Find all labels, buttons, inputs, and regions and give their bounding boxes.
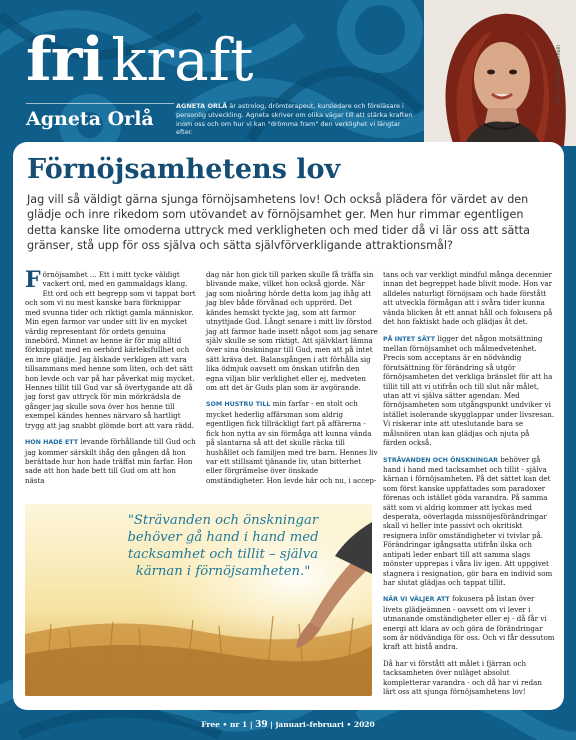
run-in-heading: HON HADE ETT (25, 439, 78, 447)
portrait-illustration (424, 0, 576, 146)
article-card (13, 142, 564, 710)
brand-bold-word: fri (26, 25, 104, 95)
brand-light-word: kraft (111, 26, 254, 94)
page-footer: Free • nr 1 | 39 | januari–februari • 2020 (201, 720, 375, 730)
pull-quote: "Strävanden och önskningar behöver gå hand i hand med tacksamhet och tillit – själva kärnan i förnöjsamheten." (127, 513, 319, 580)
paragraph-text: min farfar - en stolt och mycket hederlig affärsman som aldrig egentligen fick tillräckligt fart på affärerna - fick hon nytta av sin förmåga att kunna vända på slantarna så att det skulle räcka till hushållet och familjen med tre barn. Hennes liv var ett stillsamt tjänande liv, utan bitterhet eller förgrämelse över önskade omständigheter. Hon levde här och nu, i accep- (206, 399, 378, 485)
paragraph (383, 594, 555, 651)
paragraph-text: fokusera på listan över livets glädjeämnen - oavsett om vi lever i utmanande omständigheter eller ej - då får vi energi att klara av och göra de förändringar som är nödvändiga för oss. Och vi får dessutom kraft att bistå andra. (383, 594, 555, 652)
article-column-2 (206, 270, 378, 492)
footer-issue: nr 1 (229, 720, 248, 729)
article-headline: Förnöjsamhetens lov (27, 154, 341, 185)
paragraph-text: levande förhållande till Gud och jag kommer särskilt ihåg den gången då hon berättade hur hon hade träffat min farfar. Hon sade att hon hade bett till Gud om att hon nästa (25, 437, 196, 485)
paragraph-text: Då har vi förstått att målet i fjärran och tacksamheten över nuläget absolut kompletterar varandra - och då har vi redan lärt oss att sjunga förnöjsamhetens lov! (383, 658, 542, 697)
columnist-bio (176, 102, 418, 137)
article-column-3 (383, 270, 555, 704)
columnist-name: Agneta Orlå (26, 103, 174, 130)
footer-date: januari–februari (275, 720, 344, 729)
run-in-heading: SOM HUSTRU TILL (206, 401, 271, 409)
paragraph (25, 437, 197, 485)
paragraph (383, 334, 555, 448)
paragraph (206, 399, 378, 485)
paragraph-text: örnöjsamhet ... Ett i mitt tycke väldigt vackert ord, med en gammaldags klang. Ett ord och ett begrepp som vi tappat bort och som vi nu mest kanske bara förknippar med svunna tider och riktigt gamla människor. Min egen farmor var under sitt liv en mycket värdig representant för ordets genuina innebörd. Minnet av henne är för mig alltid förknippat med en oerhörd kärleksfullhet och en inre glädje. Jag älskade verkligen att vara tillsammans med henne som liten, och det sätt hon levde och var på har påverkat mig mycket. Hennes tillit till Gud var så övertygande att då jag forst gav uttryck för min mörkrädsla de gånger jag skulle sova över hos henne till exempel kändes hennes närvaro så hartligt trygg att jag snabbt glömde bort att vara rädd. (25, 270, 196, 430)
masthead (0, 0, 576, 142)
article-lede: Jag vill så väldigt gärna sjunga förnöjsamhetens lov! Och också plädera för värdet av den glädje och inre rikedom som utövandet av förnöjsamhet ger. Men hur rimmar egentligen detta kanske lite omoderna uttryck med verkligheten och med tider då vi lär oss att sätta gränser, stå upp för oss själva och sätta självförverkligande attraktionsmål? (27, 193, 530, 253)
paragraph-text: behöver gå hand i hand med tacksamhet och tillit - själva kärnan i förnöjsamheten. På det sättet kan det som först kanske uppfattades som paradoxer förenas och istället göda varandra. På samma sätt som vi aldrig kommer att lyckas med desperata, oöverlagda missnöjesförändringar skall vi heller inte passivt och okritiskt resignera inför omständigheter vi tvivlar på. Förändringar igångsatta utifrån ilska och antipati leder enbart till att samma slags mönster upprepas i våra liv igen. Att uppgivet stagnera i resignation, gör bara en individ som har slutat glädjas och tappat tillit. (383, 454, 553, 587)
magazine-section-logo (26, 25, 254, 95)
bio-lead-name: AGNETA ORLÅ (176, 102, 228, 110)
footer-magazine: Free (201, 720, 220, 729)
run-in-heading: NÄR VI VÄLJER ATT (383, 596, 450, 604)
photo-credit: Foto: Simona Colonnelli (556, 45, 562, 104)
page-number: 39 (255, 720, 268, 730)
run-in-heading: STRÄVANDEN OCH ÖNSKNINGAR (383, 456, 498, 464)
article-column-1 (25, 267, 197, 492)
drop-cap: F (25, 267, 41, 293)
run-in-heading: PÅ INTET SÄTT (383, 335, 436, 343)
footer-year: 2020 (353, 720, 375, 729)
paragraph-text: tans och var verkligt mindful många decennier innan det begreppet hade blivit mode. Hon var alldeles naturligt förnöjsam och hade förstått att utveckla förmågan att i svåra tider kunna vända blicken åt ett annat håll och fokusera på det hon faktiskt hade och glädjas åt det. (383, 270, 553, 327)
paragraph (25, 267, 197, 430)
bio-text: är astrolog, drömterapeut, kursledare och föreläsare i personlig utveckling. Agneta skriver om olika vägar till att stärka kraften inom oss och om hur vi kan "drömma fram" den verklighet vi längtar efter. (176, 102, 413, 137)
paragraph-text: ligger det någon motsättning mellan förnöjsamhet och målmedvetenhet. Precis som acceptans är en nödvändig förutsättning för förändring så utgör förnöjsamheten det verkliga bränslet för att ha tillit till att vi utifrån och till slut når målet, utan att vi själva sätter agendan. Med förnöjsamheten som utgångspunkt undviker vi istället isolerande skygglappar under livsresan. Vi riskerar inte att uteslutande bara se målsnören utan kan glädjas och njuta på färden också. (383, 333, 555, 448)
paragraph (383, 455, 555, 588)
columnist-portrait (424, 0, 576, 146)
paragraph-text: dag när hon gick till parken skulle få träffa sin blivande make, vilket hon också gjorde. När jag som nioåring hörde detta kom jag ihåg att jag blev både förvånad och upprörd. Det kändes hemskt tyckte jag, som att farmor utnyttjade Gud. Långt senare i mitt liv förstod jag att farmor hade insett något som jag senare själv skulle se som riktigt. Att självklart lämna över sina önskningar till Gud, men att på intet sätt kräva det. Balansgången i att förhålla sig lika ödmjuk oavsett om önskan utifrån den egna viljan blir verklighet eller ej, medveten om att det är Guds plan som är avgörande. (206, 270, 378, 393)
